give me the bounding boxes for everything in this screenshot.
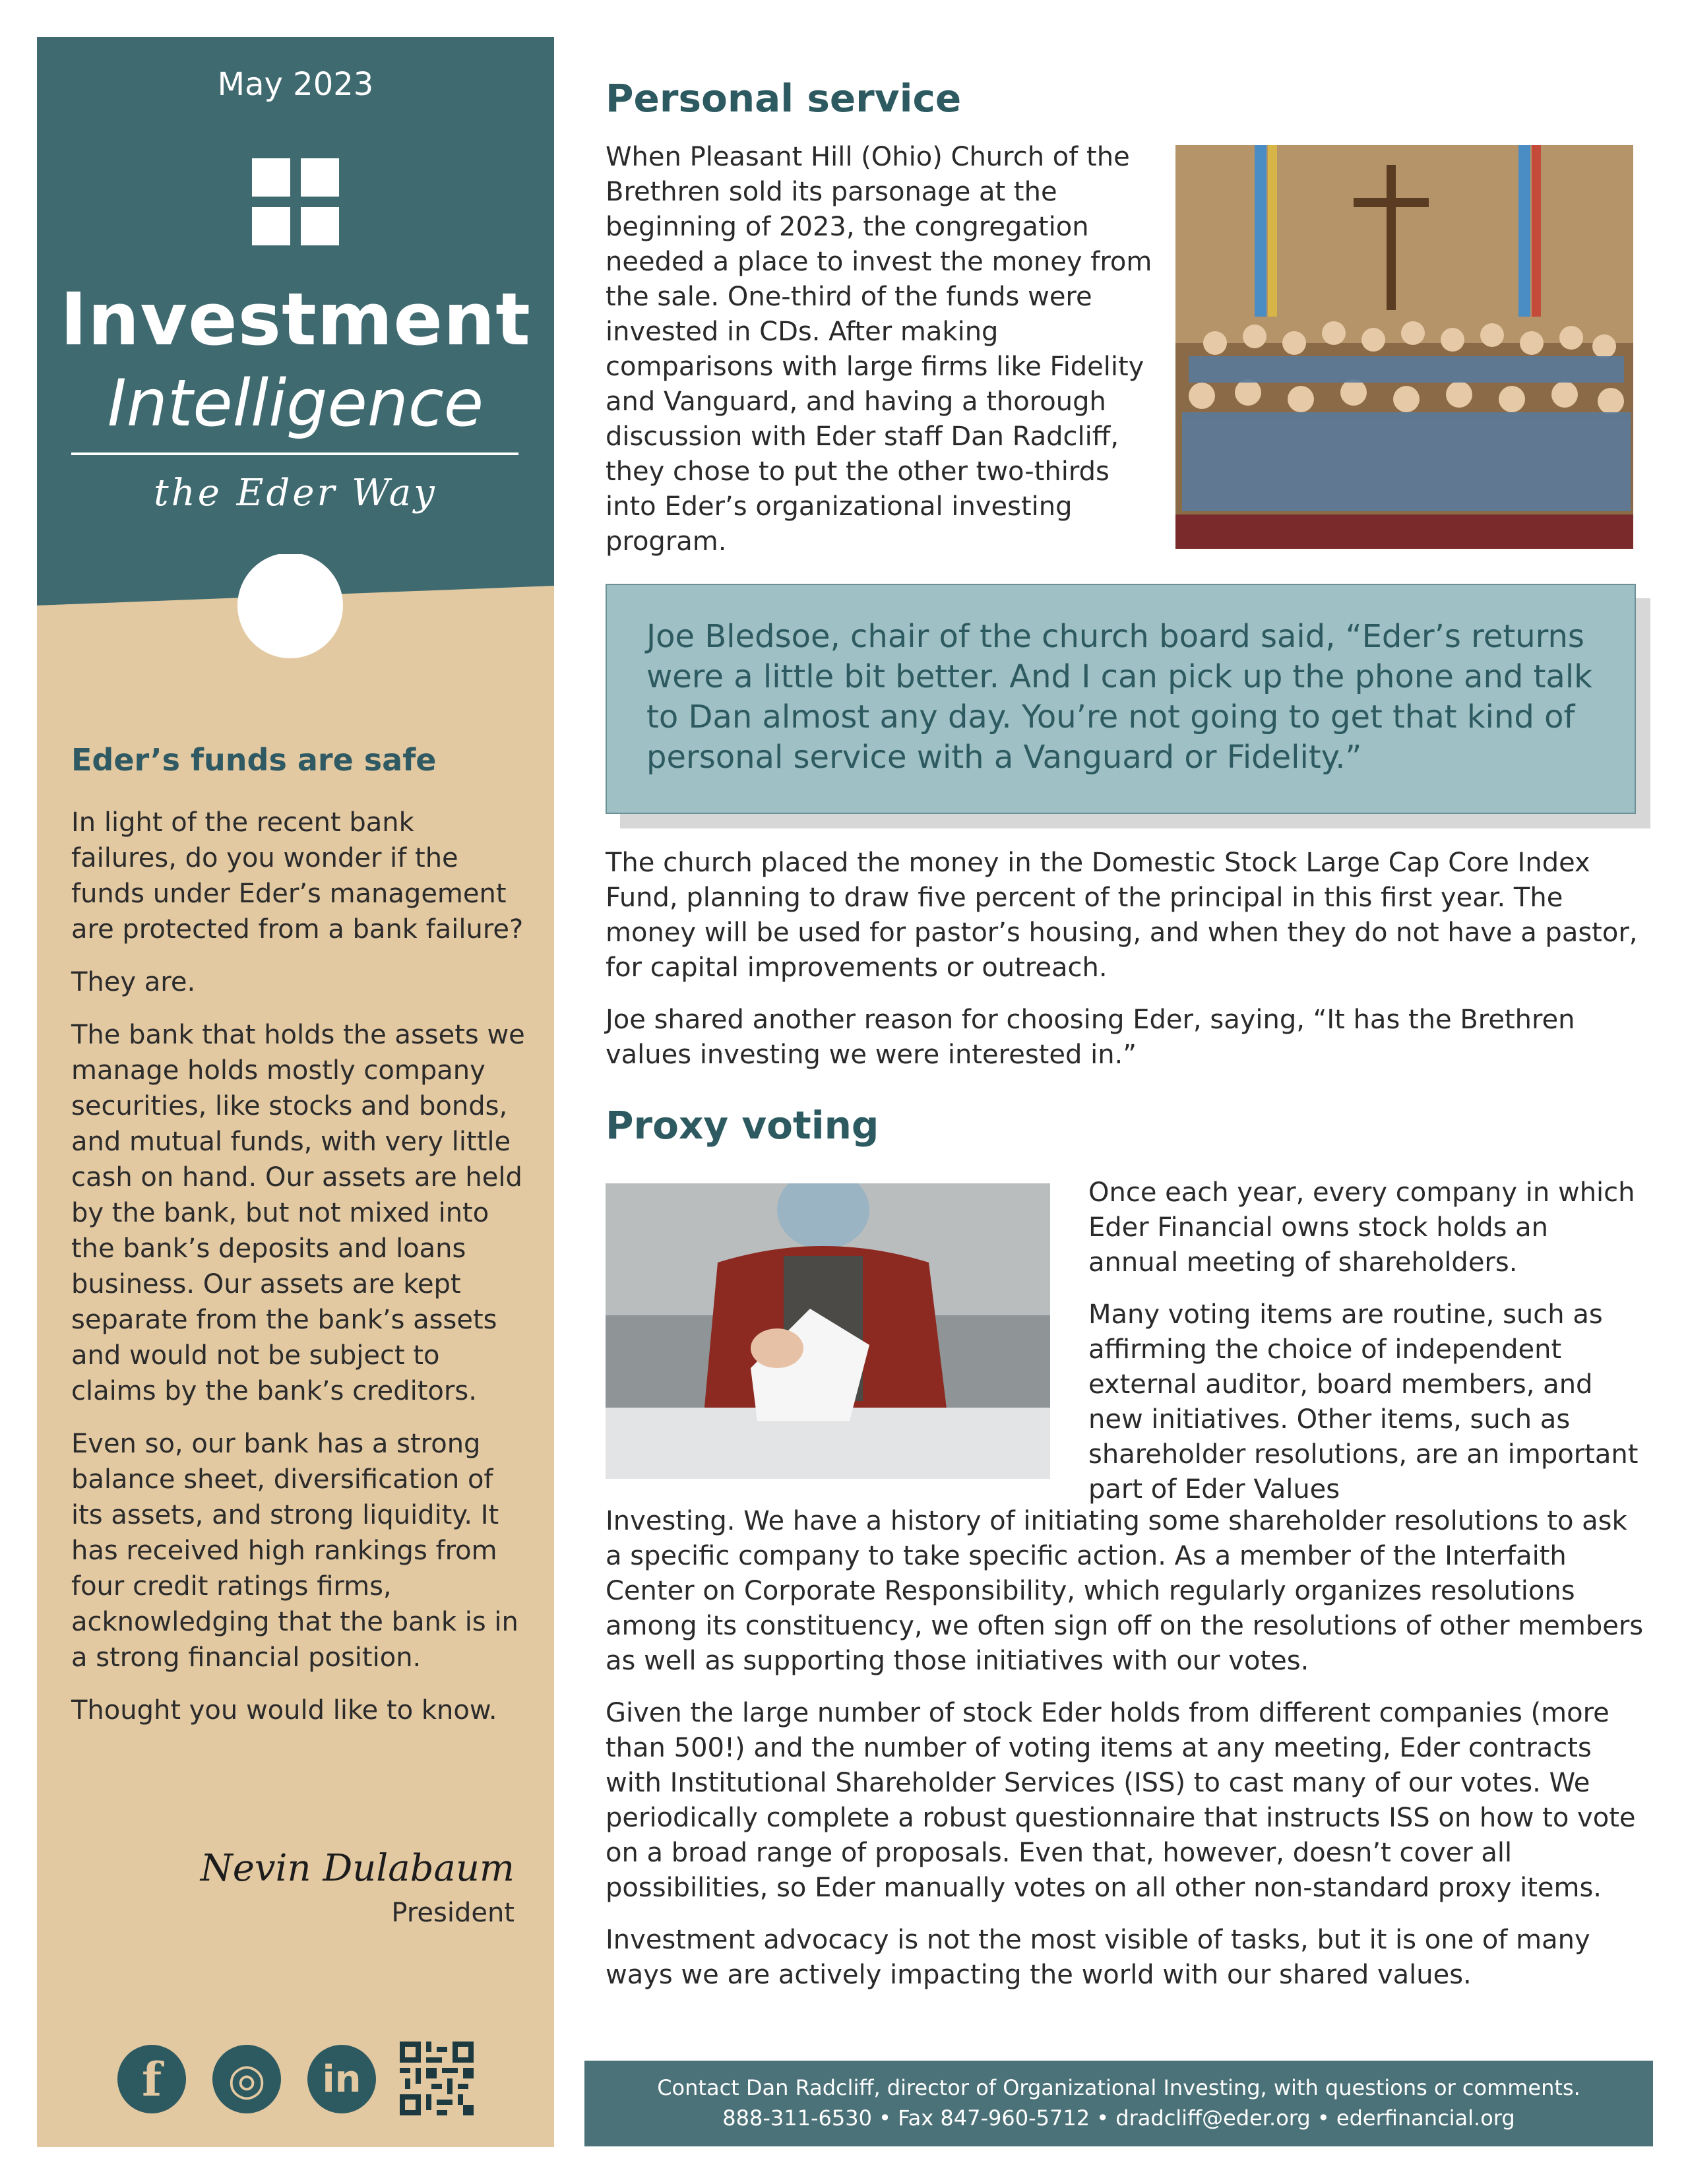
sidebar-paragraph: Thought you would like to know. xyxy=(71,1695,497,1726)
personal-service-intro: When Pleasant Hill (Ohio) Church of the Brethren sold its parsonage at the beginning of 2023, the congregation needed a place to invest the money from the sale. One-third of the funds were invested in CDs. After making comparisons with large firms like Fidelity and Vanguard, and having a thorough discussion with Eder staff Dan Radcliff, they chose to put the other two-thirds into Eder’s organizational investing program. xyxy=(606,142,1152,557)
sidebar-paragraph: In light of the recent bank failures, do you wonder if the funds under Eder’s management are protected from a bank failure? xyxy=(71,807,524,945)
personal-service-paragraph: Joe shared another reason for choosing Eder, saying, “It has the Brethren values investing we were interested in.” xyxy=(606,1005,1575,1070)
sidebar-paragraph: Even so, our bank has a strong balance sheet, diversification of its assets, and strong liquidity. It has received high rankings from four credit ratings firms, acknowledging that the bank is in a strong financial position. xyxy=(71,1429,518,1673)
congregation-photo xyxy=(1175,145,1633,549)
sidebar-heading: Eder’s funds are safe xyxy=(71,742,437,778)
facebook-icon[interactable]: f xyxy=(117,2045,186,2113)
proxy-voting-paragraph: Given the large number of stock Eder holds from different companies (more than 500!) and the number of voting items at any meeting, Eder contracts with Institutional Shareholder Services (ISS) to cast many of our votes. We periodically complete a robust questionnaire that instructs ISS on how to vote on a broad range of proposals. Even that, however, doesn’t cover all possibilities, so Eder manually votes on all other non-standard proxy items. xyxy=(606,1698,1636,1903)
sidebar-paragraph: They are. xyxy=(71,967,196,997)
masthead-subtitle: Intelligence xyxy=(107,366,484,441)
personal-service-paragraph: The church placed the money in the Domestic Stock Large Cap Core Index Fund, planning to draw five percent of the principal in this first year. The money will be used for pastor’s housing, and when they do not have a pastor, for capital improvements or outreach. xyxy=(606,848,1638,983)
sidebar-divider xyxy=(37,554,554,660)
proxy-voting-body xyxy=(606,1504,1648,2010)
proxy-voting-paragraph: Investment advocacy is not the most visible of tasks, but it is one of many ways we are actively impacting the world with our shared values. xyxy=(606,1925,1590,1990)
sidebar-body xyxy=(71,805,526,1745)
sidebar-paragraph: The bank that holds the assets we manage holds mostly company securities, like stocks and bonds, and mutual funds, with very little cash on hand. Our assets are held by the bank, but not mixed into the bank’s deposits and loans business. Our assets are kept separate from the bank’s assets and would not be subject to claims by the bank’s creditors. xyxy=(71,1020,525,1406)
linkedin-icon[interactable]: in xyxy=(307,2045,376,2113)
proxy-voting-paragraph: Once each year, every company in which Eder Financial owns stock holds an annual meeting of shareholders. xyxy=(1088,1177,1635,1278)
qr-code-icon[interactable] xyxy=(400,2042,474,2115)
masthead-tagline: the Eder Way xyxy=(154,472,437,515)
instagram-icon[interactable]: ◎ xyxy=(212,2045,281,2113)
personal-service-body xyxy=(606,846,1648,1090)
ballot-photo xyxy=(606,1183,1050,1479)
masthead-rule xyxy=(71,452,518,455)
proxy-voting-beside-image xyxy=(1088,1175,1642,1524)
proxy-voting-heading: Proxy voting xyxy=(606,1103,879,1148)
pull-quote-text: Joe Bledsoe, chair of the church board said, “Eder’s returns were a little bit better. And I can pick up the phone and talk to Dan almost any day. You’re not going to get that kind of personal service with a Vanguard or Fidelity.” xyxy=(646,618,1592,776)
footer-contact-details[interactable]: 888-311-6530 • Fax 847-960-5712 • dradcliff@eder.org • ederfinancial.org xyxy=(722,2106,1515,2131)
issue-date: May 2023 xyxy=(217,66,374,103)
contact-footer xyxy=(584,2061,1653,2146)
personal-service-heading: Personal service xyxy=(606,76,962,121)
footer-contact-line: Contact Dan Radcliff, director of Organizational Investing, with questions or comments. xyxy=(657,2075,1580,2100)
signature-title: President xyxy=(391,1898,515,1928)
proxy-voting-paragraph: Investing. We have a history of initiating some shareholder resolutions to ask a specific company to take specific action. As a member of the Interfaith Center on Corporate Responsibility, which regularly organizes resolutions among its constituency, we often sign off on the resolutions of other members as well as supporting those initiatives with our votes. xyxy=(606,1506,1644,1676)
signature: Nevin Dulabaum xyxy=(200,1847,515,1890)
proxy-voting-paragraph: Many voting items are routine, such as affirming the choice of independent external auditor, board members, and new initiatives. Other items, such as shareholder resolutions, are an important part of Eder Values xyxy=(1088,1299,1639,1505)
cross-logo-icon xyxy=(252,158,339,245)
masthead-title: Investment xyxy=(60,277,531,361)
